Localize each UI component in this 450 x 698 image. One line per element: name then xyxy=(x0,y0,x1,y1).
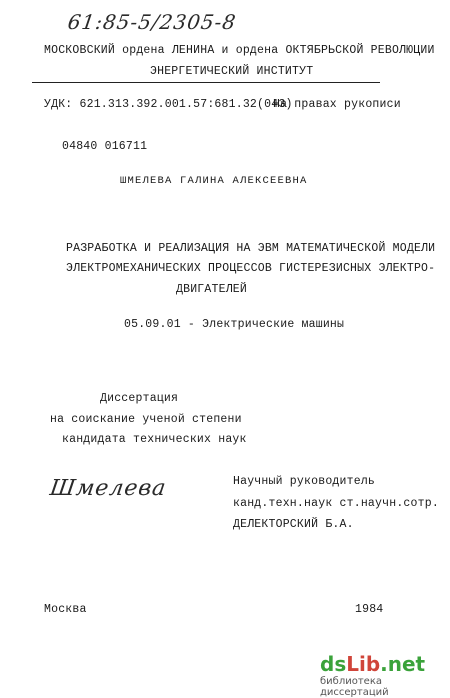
title-line-2: ЭЛЕКТРОМЕХАНИЧЕСКИХ ПРОЦЕССОВ ГИСТЕРЕЗИСНЫХ ЭЛЕКТРО- xyxy=(66,262,436,275)
handwritten-archive-number: 61:85-5/2305-8 xyxy=(66,10,238,34)
author-name: ШМЕЛЕВА ГАЛИНА АЛЕКСЕЕВНА xyxy=(120,175,308,187)
title-line-1: РАЗРАБОТКА И РЕАЛИЗАЦИЯ НА ЭВМ МАТЕМАТИЧЕСКОЙ МОДЕЛИ xyxy=(66,242,436,255)
dslib-watermark xyxy=(320,652,440,698)
dissertation-line-1: Диссертация xyxy=(100,392,179,405)
registration-number: 04840 016711 xyxy=(62,140,148,153)
supervisor-line-1: Научный руководитель xyxy=(233,475,376,488)
udk-code: УДК: 621.313.392.001.57:681.32(043) xyxy=(44,98,293,111)
header-rule xyxy=(32,82,380,83)
institute-line-1: МОСКОВСКИЙ ордена ЛЕНИНА и ордена ОКТЯБРЬСКОЙ РЕВОЛЮЦИИ xyxy=(44,44,435,57)
title-line-3: ДВИГАТЕЛЕЙ xyxy=(176,283,248,296)
supervisor-line-3: ДЕЛЕКТОРСКИЙ Б.А. xyxy=(233,518,354,531)
dissertation-line-3: кандидата технических наук xyxy=(62,433,247,446)
year: 1984 xyxy=(355,603,384,616)
city: Москва xyxy=(44,603,87,616)
specialty: 05.09.01 - Электрические машины xyxy=(124,318,345,331)
rights-notice: На правах рукописи xyxy=(273,98,401,111)
author-signature: Шмелева xyxy=(48,476,169,501)
supervisor-line-2: канд.техн.наук ст.научн.сотр. xyxy=(233,497,439,510)
dissertation-line-2: на соискание ученой степени xyxy=(50,413,242,426)
watermark-subtitle: библиотека диссертаций xyxy=(320,676,389,698)
watermark-logo: dsLib.net xyxy=(320,652,426,676)
institute-line-2: ЭНЕРГЕТИЧЕСКИЙ ИНСТИТУТ xyxy=(150,65,314,78)
